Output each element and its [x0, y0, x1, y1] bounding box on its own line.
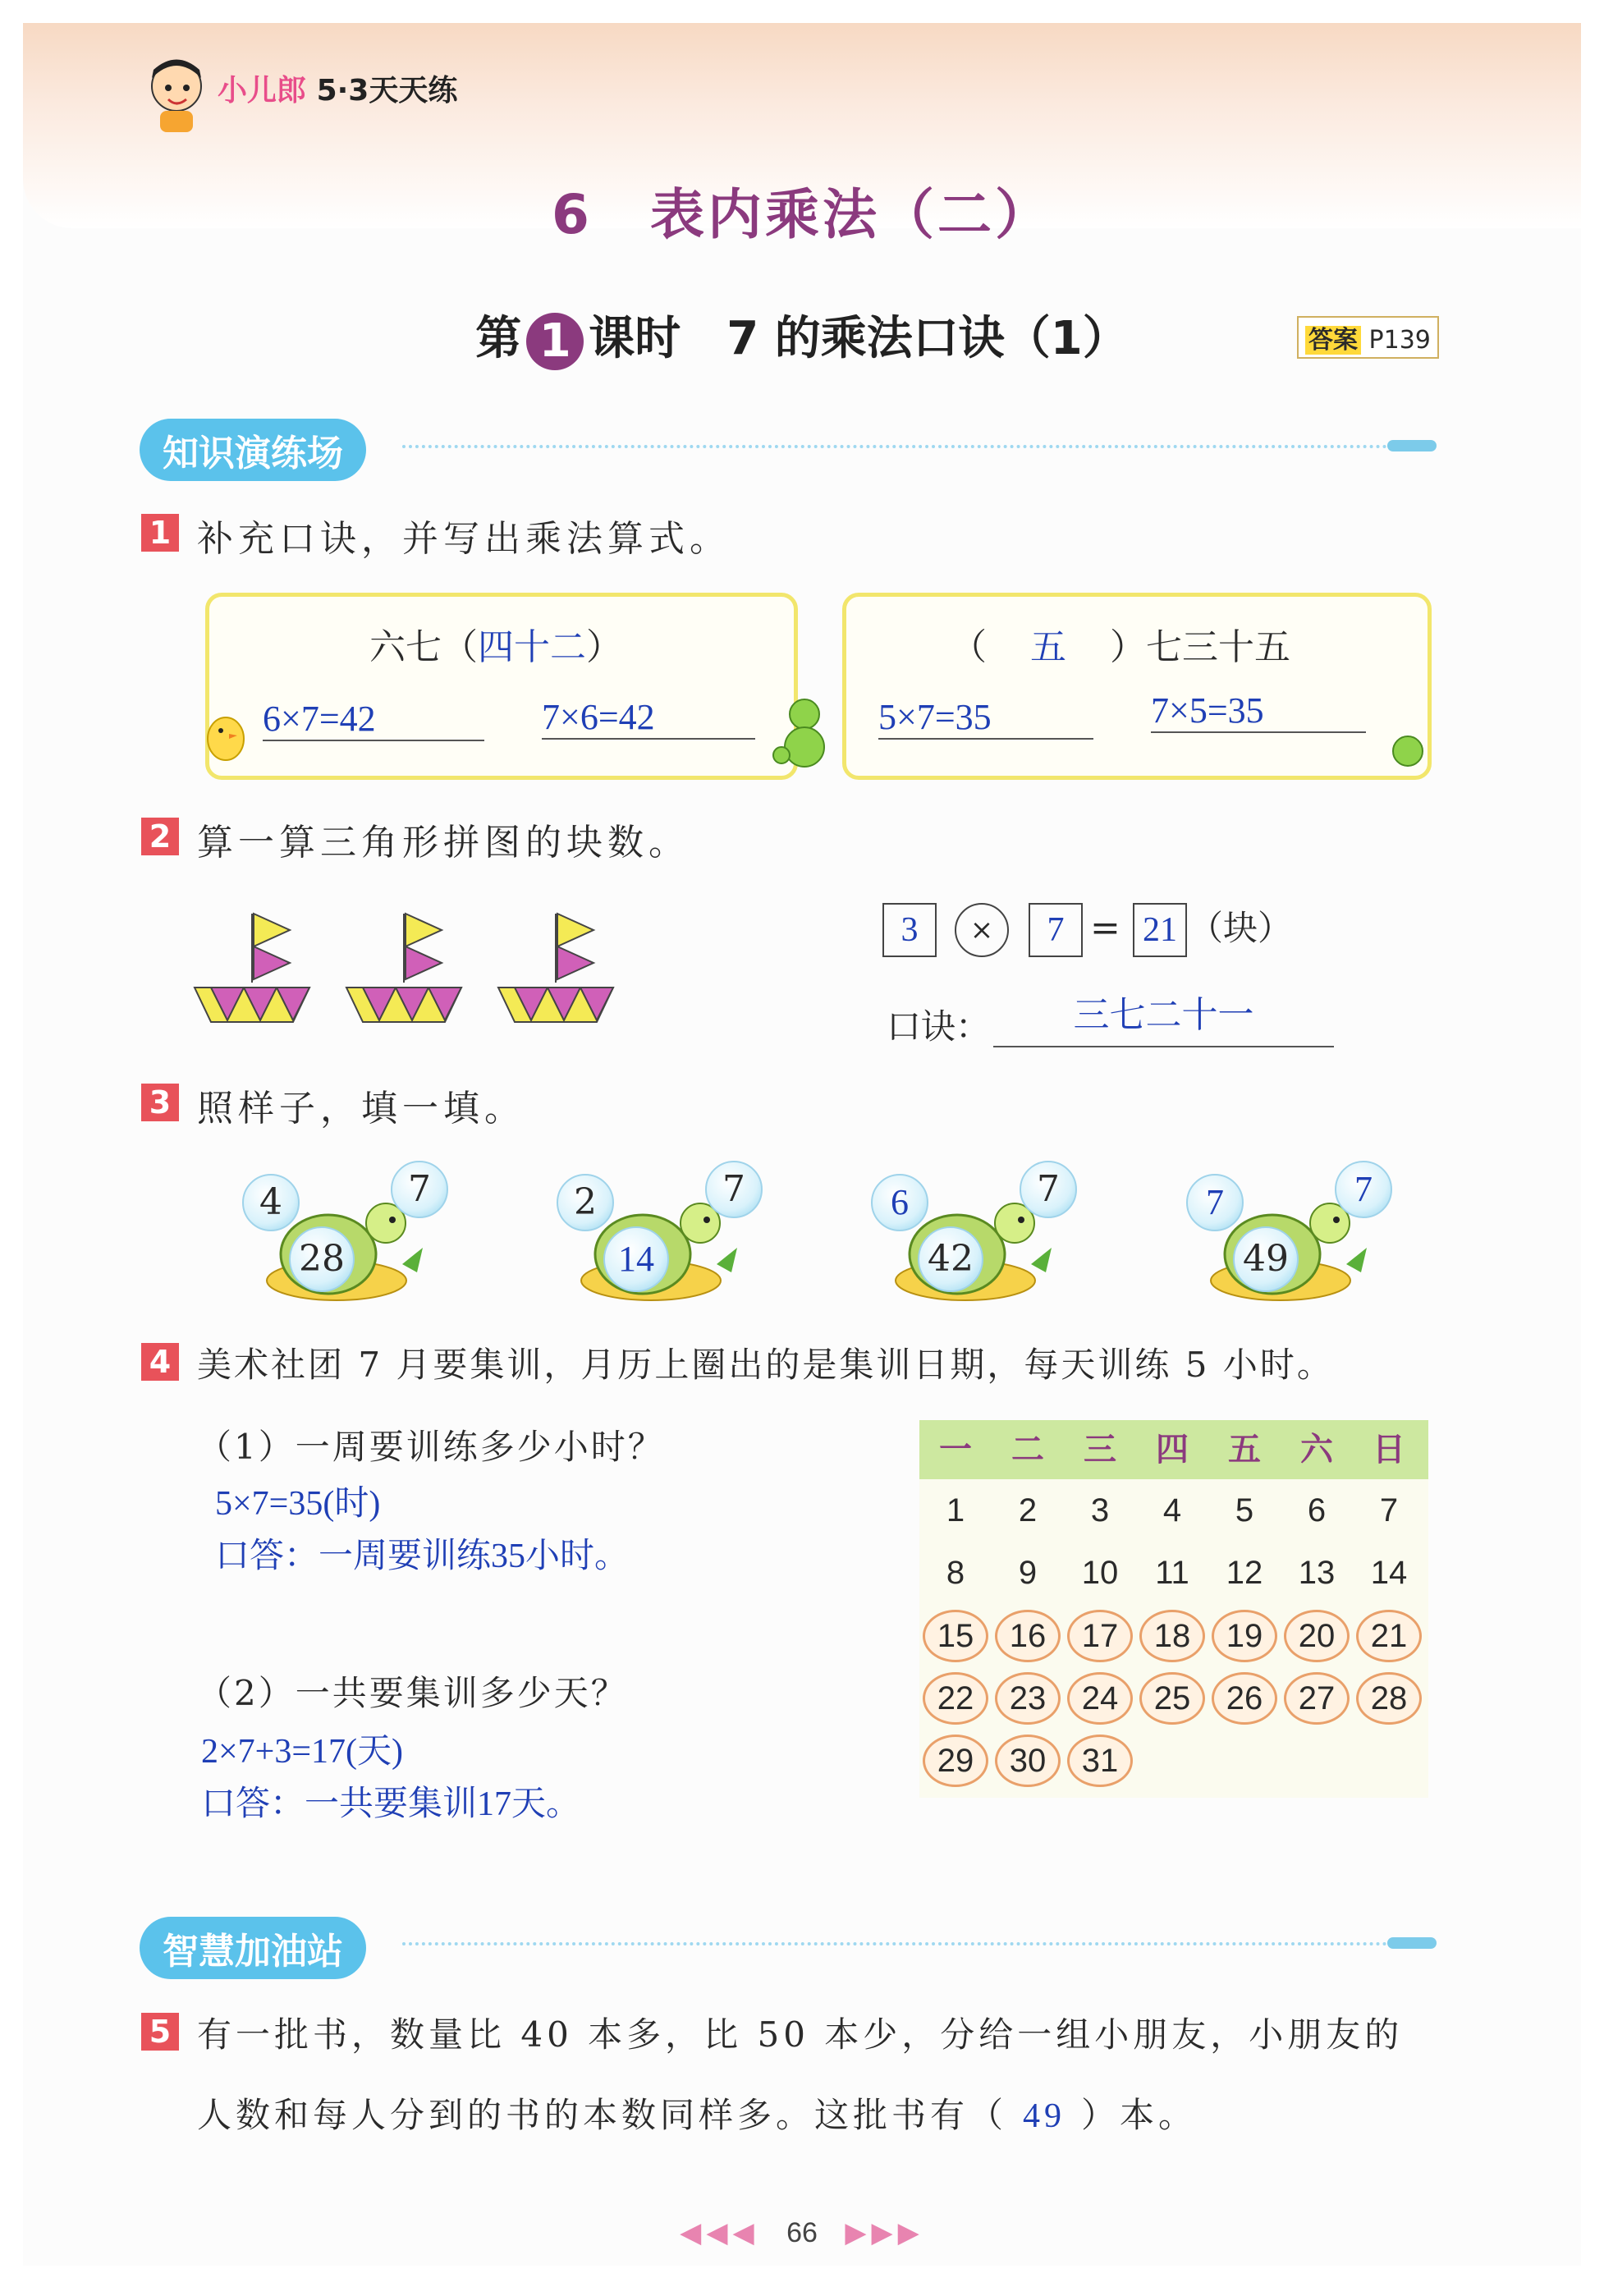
calendar-weekday: 三 [1084, 1431, 1116, 1469]
brand-logo [218, 67, 457, 109]
q4-sub1: （1）一周要训练多少小时？ [197, 1427, 665, 1467]
page-number: 66 [786, 2217, 818, 2248]
q5-line2-text: 人数和每人分到的书的本数同样多。这批书有（ [197, 2095, 1008, 2135]
calendar-day-circled: 29 [923, 1735, 988, 1787]
section-challenge-title: 智慧加油站 [140, 1917, 366, 1979]
turtle-right-number-answer: 7 [1335, 1161, 1392, 1218]
calendar-day: 6 [1307, 1492, 1327, 1528]
calendar-day-circled: 30 [995, 1735, 1061, 1787]
calendar-day-circled: 15 [923, 1610, 988, 1662]
question-number: 2 [141, 818, 179, 855]
mascot-icon [144, 53, 209, 135]
calendar-weekday: 六 [1300, 1431, 1333, 1469]
question-text: 美术社团 7 月要集训，月历上圈出的是集训日期，每天训练 5 小时。 [197, 1345, 1334, 1385]
turtle-product: 28 [289, 1226, 355, 1292]
calendar-day: 4 [1162, 1492, 1182, 1528]
question-text: 补充口诀，并写出乘法算式。 [197, 518, 731, 560]
lesson-prefix: 第 [475, 312, 522, 365]
calendar-day-circled: 22 [923, 1672, 988, 1725]
calendar-day: 2 [1018, 1492, 1038, 1528]
calendar-day: 11 [1155, 1555, 1189, 1591]
q2-unit: （块） [1189, 908, 1293, 948]
calendar-day: 1 [946, 1492, 965, 1528]
footer-arrows-right: ▶▶▶ [845, 2217, 924, 2248]
section-divider-end [1387, 1937, 1437, 1949]
q2-rhyme-label: 口诀： [887, 1006, 991, 1047]
q5-line2 [197, 2088, 1197, 2138]
calendar-day: 7 [1379, 1492, 1399, 1528]
calendar-week-row [919, 1542, 1428, 1604]
calendar-day-circled: 24 [1067, 1672, 1133, 1725]
calendar-day-circled: 21 [1356, 1610, 1422, 1662]
calendar-day-circled: 16 [995, 1610, 1061, 1662]
q4-sub2-equation: 2×7+3=17(天) [201, 1733, 404, 1771]
brand-series: 5·3天天练 [316, 74, 458, 108]
calendar-week-row [919, 1666, 1428, 1729]
q5-fill-answer: 49 [1023, 2097, 1066, 2135]
turtle-left-number-answer: 7 [1186, 1174, 1244, 1231]
page-footer [0, 2216, 1604, 2249]
answer-reference [1297, 316, 1439, 359]
question-number: 4 [141, 1343, 179, 1381]
q4-sub2: （2）一共要集训多少天？ [197, 1673, 628, 1713]
rhyme-text: （ [951, 626, 987, 668]
q2-rhyme-answer: 三七二十一 [993, 985, 1334, 1047]
calendar-day: 12 [1226, 1555, 1263, 1591]
q4-sub2-answer: 口答：一共要集训17天。 [201, 1785, 581, 1823]
calendar-day: 10 [1081, 1555, 1119, 1591]
calendar-day-circled: 27 [1284, 1672, 1350, 1725]
turtle-right-number: 7 [705, 1161, 763, 1218]
answer-page: P139 [1368, 326, 1431, 355]
frog-icon [772, 690, 829, 772]
answer-label: 答案 [1305, 326, 1361, 355]
calendar-day-circled: 25 [1139, 1672, 1205, 1725]
calendar-weekday: 五 [1228, 1431, 1261, 1469]
question-text: 照样子，填一填。 [197, 1088, 525, 1130]
calendar-day: 9 [1018, 1555, 1038, 1591]
question-number: 1 [141, 514, 179, 552]
calendar-day: 3 [1090, 1492, 1110, 1528]
turtle-product: 42 [918, 1226, 983, 1292]
q4-sub1-answer: 口答：一周要训练35小时。 [215, 1538, 630, 1575]
rhyme-text: ）七三十五 [1110, 626, 1290, 668]
turtle-left-number-answer: 6 [871, 1174, 928, 1231]
rhyme-fill-answer: 四十二 [478, 626, 586, 668]
q2-equals: = [1090, 907, 1121, 949]
calendar-week-row [919, 1604, 1428, 1666]
calendar-day: 8 [946, 1555, 965, 1591]
calendar-week-row [919, 1729, 1428, 1791]
calendar-day: 14 [1370, 1555, 1408, 1591]
q1-box1-eq2: 7×6=42 [542, 696, 755, 740]
section-practice-title: 知识演练场 [140, 419, 366, 481]
calendar-body [919, 1479, 1428, 1791]
calendar-day-circled: 28 [1356, 1672, 1422, 1725]
q1-box2-eq2: 7×5=35 [1151, 690, 1366, 733]
calendar-day-circled: 31 [1067, 1735, 1133, 1787]
calendar-week-row [919, 1479, 1428, 1542]
turtle-item [238, 1157, 451, 1305]
turtle-row [238, 1157, 1428, 1305]
calendar-day-circled: 26 [1212, 1672, 1277, 1725]
calendar-day-circled: 19 [1212, 1610, 1277, 1662]
question-text: 算一算三角形拼图的块数。 [197, 822, 690, 864]
calendar-day-circled: 23 [995, 1672, 1061, 1725]
rhyme-fill-answer: 五 [1030, 626, 1066, 668]
calendar-header [919, 1420, 1428, 1479]
calendar-weekday: 二 [1011, 1431, 1044, 1469]
calendar-day: 5 [1235, 1492, 1254, 1528]
section-divider-end [1387, 440, 1437, 451]
brand-name: 小儿郎 [218, 74, 307, 108]
calendar-weekday: 日 [1373, 1431, 1405, 1469]
question-number: 5 [141, 2013, 179, 2051]
q5-line1: 有一批书，数量比 40 本多，比 50 本少，分给一组小朋友，小朋友的 [197, 2014, 1404, 2055]
q4-sub1-equation: 5×7=35(时) [215, 1485, 381, 1523]
q1-box1-rhyme [369, 617, 622, 670]
calendar-day-circled: 18 [1139, 1610, 1205, 1662]
leaf-icon [1387, 731, 1428, 772]
section-divider [402, 445, 1387, 448]
calendar [919, 1420, 1428, 1798]
turtle-left-number: 2 [557, 1174, 614, 1231]
footer-arrows-left: ◀◀◀ [680, 2217, 759, 2248]
turtle-item [552, 1157, 766, 1305]
calendar-weekday: 一 [939, 1431, 972, 1469]
chick-icon [201, 698, 250, 763]
section-divider [402, 1942, 1387, 1945]
question-number: 3 [141, 1084, 179, 1121]
triangle-puzzle-boats-image [193, 907, 624, 1038]
turtle-product-answer: 14 [603, 1226, 669, 1292]
q1-box1-eq1: 6×7=42 [263, 698, 484, 741]
lesson-name: 课时 7 的乘法口诀（1） [589, 312, 1129, 365]
q2-factor-a: 3 [882, 903, 937, 957]
q1-box2-rhyme [951, 617, 1290, 670]
rhyme-text: 六七（ [369, 626, 478, 668]
q1-box2-eq1: 5×7=35 [878, 696, 1093, 740]
lesson-number-badge: 1 [526, 313, 584, 370]
turtle-right-number: 7 [1020, 1161, 1077, 1218]
turtle-right-number: 7 [391, 1161, 448, 1218]
turtle-product: 49 [1233, 1226, 1299, 1292]
rhyme-text: ） [586, 626, 622, 668]
calendar-day-circled: 17 [1067, 1610, 1133, 1662]
calendar-weekday: 四 [1156, 1431, 1189, 1469]
q2-result: 21 [1133, 903, 1187, 957]
calendar-day-circled: 20 [1284, 1610, 1350, 1662]
turtle-item [867, 1157, 1080, 1305]
calendar-day: 13 [1298, 1555, 1336, 1591]
turtle-item [1182, 1157, 1395, 1305]
unit-title: 6 表内乘法（二） [552, 183, 1052, 246]
q5-line2-text: ）本。 [1081, 2095, 1198, 2135]
q2-operator: × [955, 903, 1009, 957]
turtle-left-number: 4 [242, 1174, 300, 1231]
q2-factor-b: 7 [1029, 903, 1083, 957]
